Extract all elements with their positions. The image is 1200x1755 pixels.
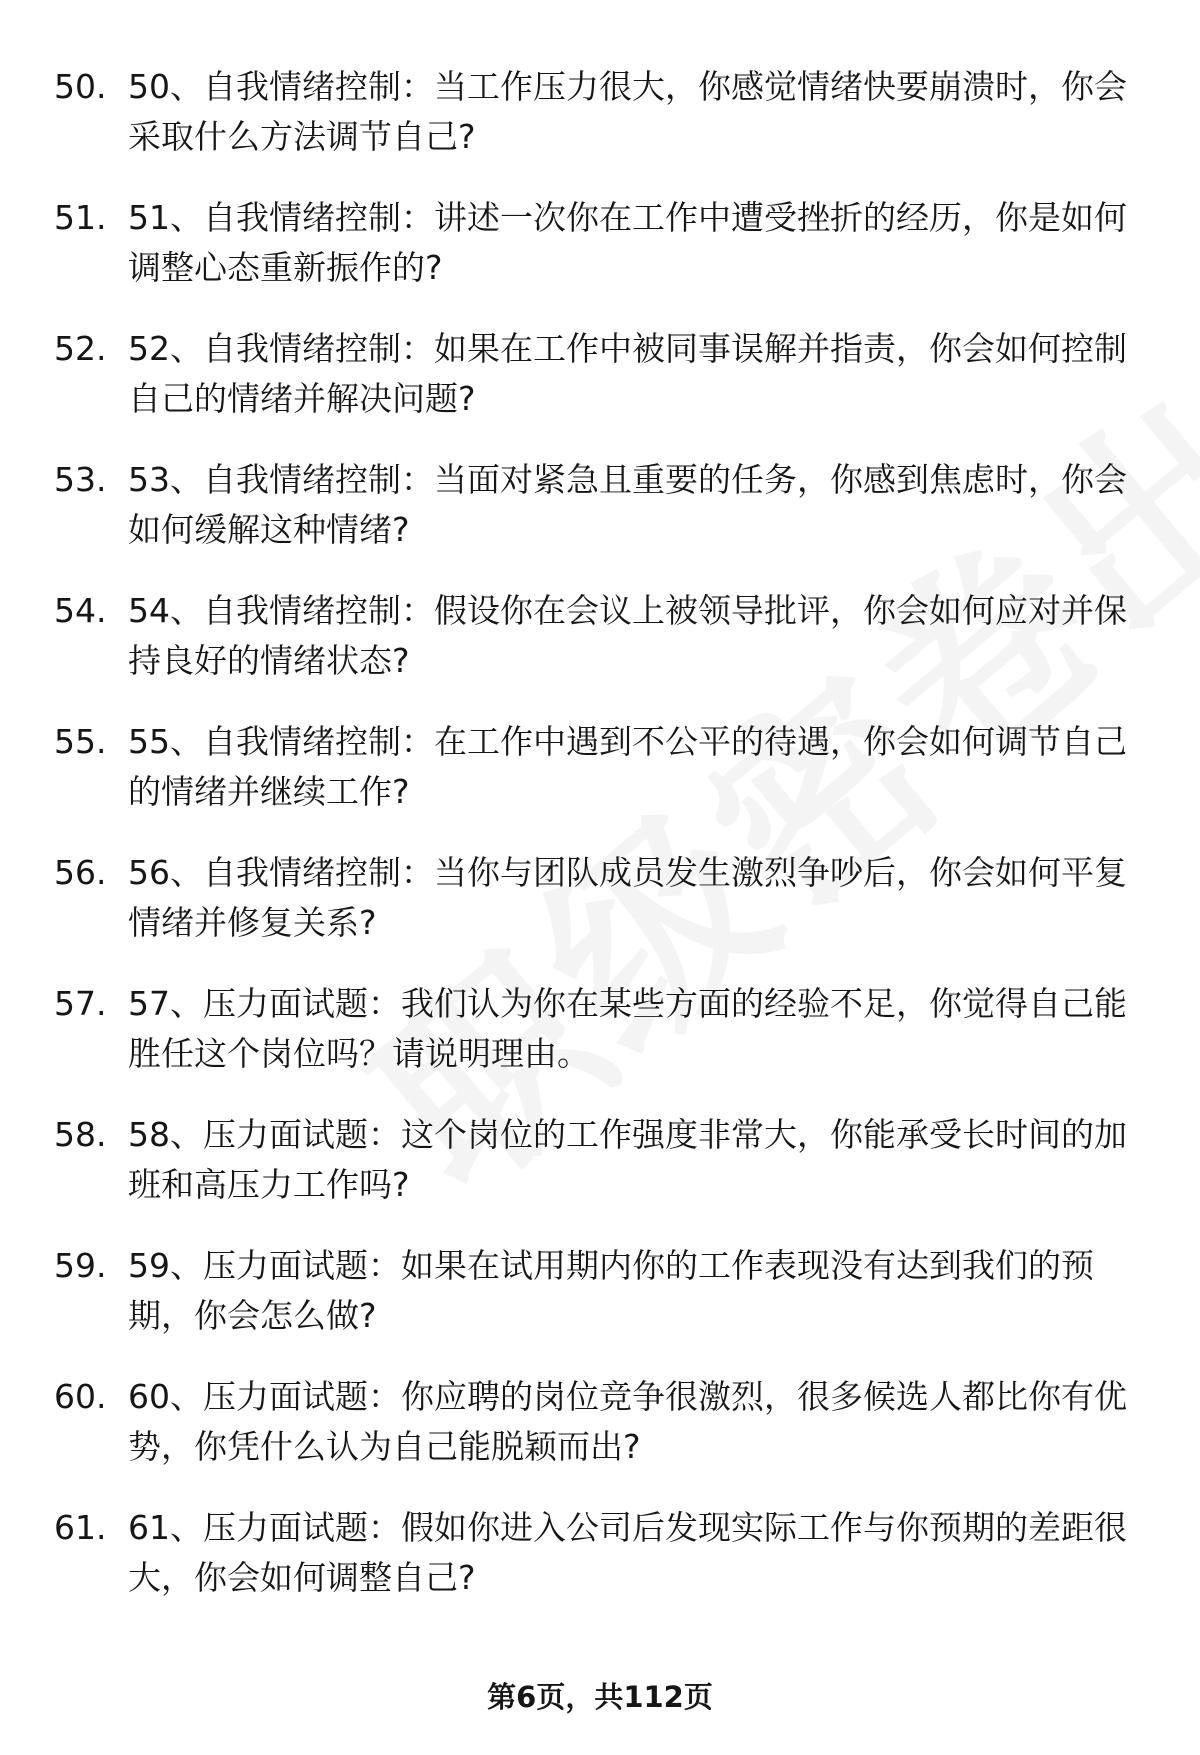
question-item: [0, 848, 1200, 979]
question-number: 56.: [54, 853, 107, 892]
question-number: 55.: [54, 722, 107, 761]
question-number: 54.: [54, 591, 107, 630]
question-text: 51、自我情绪控制：讲述一次你在工作中遭受挫折的经历，你是如何调整心态重新振作的?: [128, 198, 1127, 287]
question-text: 52、自我情绪控制：如果在工作中被同事误解并指责，你会如何控制自己的情绪并解决问题?: [128, 329, 1127, 418]
question-item: [0, 62, 1200, 193]
question-number: 57.: [54, 984, 107, 1023]
question-text: 57、压力面试题：我们认为你在某些方面的经验不足，你觉得自己能胜任这个岗位吗？请说明理由。: [128, 984, 1127, 1073]
question-item: [0, 1372, 1200, 1503]
question-text: 54、自我情绪控制：假设你在会议上被领导批评，你会如何应对并保持良好的情绪状态?: [128, 591, 1127, 680]
question-text: 60、压力面试题：你应聘的岗位竞争很激烈，很多候选人都比你有优势，你凭什么认为自己能脱颖而出?: [128, 1377, 1127, 1466]
question-item: [0, 455, 1200, 586]
question-item: [0, 193, 1200, 324]
question-text: 50、自我情绪控制：当工作压力很大，你感觉情绪快要崩溃时，你会采取什么方法调节自己?: [128, 67, 1127, 156]
question-text: 53、自我情绪控制：当面对紧急且重要的任务，你感到焦虑时，你会如何缓解这种情绪?: [128, 460, 1127, 549]
question-number: 60.: [54, 1377, 107, 1416]
question-item: [0, 324, 1200, 455]
question-number: 58.: [54, 1115, 107, 1154]
question-text: 55、自我情绪控制：在工作中遇到不公平的待遇，你会如何调节自己的情绪并继续工作?: [128, 722, 1127, 811]
question-item: [0, 979, 1200, 1110]
question-text: 61、压力面试题：假如你进入公司后发现实际工作与你预期的差距很大，你会如何调整自己?: [128, 1508, 1127, 1597]
question-text: 58、压力面试题：这个岗位的工作强度非常大，你能承受长时间的加班和高压力工作吗?: [128, 1115, 1127, 1204]
question-item: [0, 1110, 1200, 1241]
question-number: 53.: [54, 460, 107, 499]
page-footer: 第6页，共112页: [487, 1680, 713, 1714]
question-number: 51.: [54, 198, 107, 237]
question-number: 59.: [54, 1246, 107, 1285]
question-item: [0, 1503, 1200, 1634]
question-text: 56、自我情绪控制：当你与团队成员发生激烈争吵后，你会如何平复情绪并修复关系?: [128, 853, 1127, 942]
question-text: 59、压力面试题：如果在试用期内你的工作表现没有达到我们的预期，你会怎么做?: [128, 1246, 1094, 1335]
question-number: 61.: [54, 1508, 107, 1547]
question-item: [0, 586, 1200, 717]
question-number: 50.: [54, 67, 107, 106]
question-number: 52.: [54, 329, 107, 368]
question-item: [0, 1241, 1200, 1372]
question-item: [0, 717, 1200, 848]
question-list: [0, 62, 1200, 1634]
